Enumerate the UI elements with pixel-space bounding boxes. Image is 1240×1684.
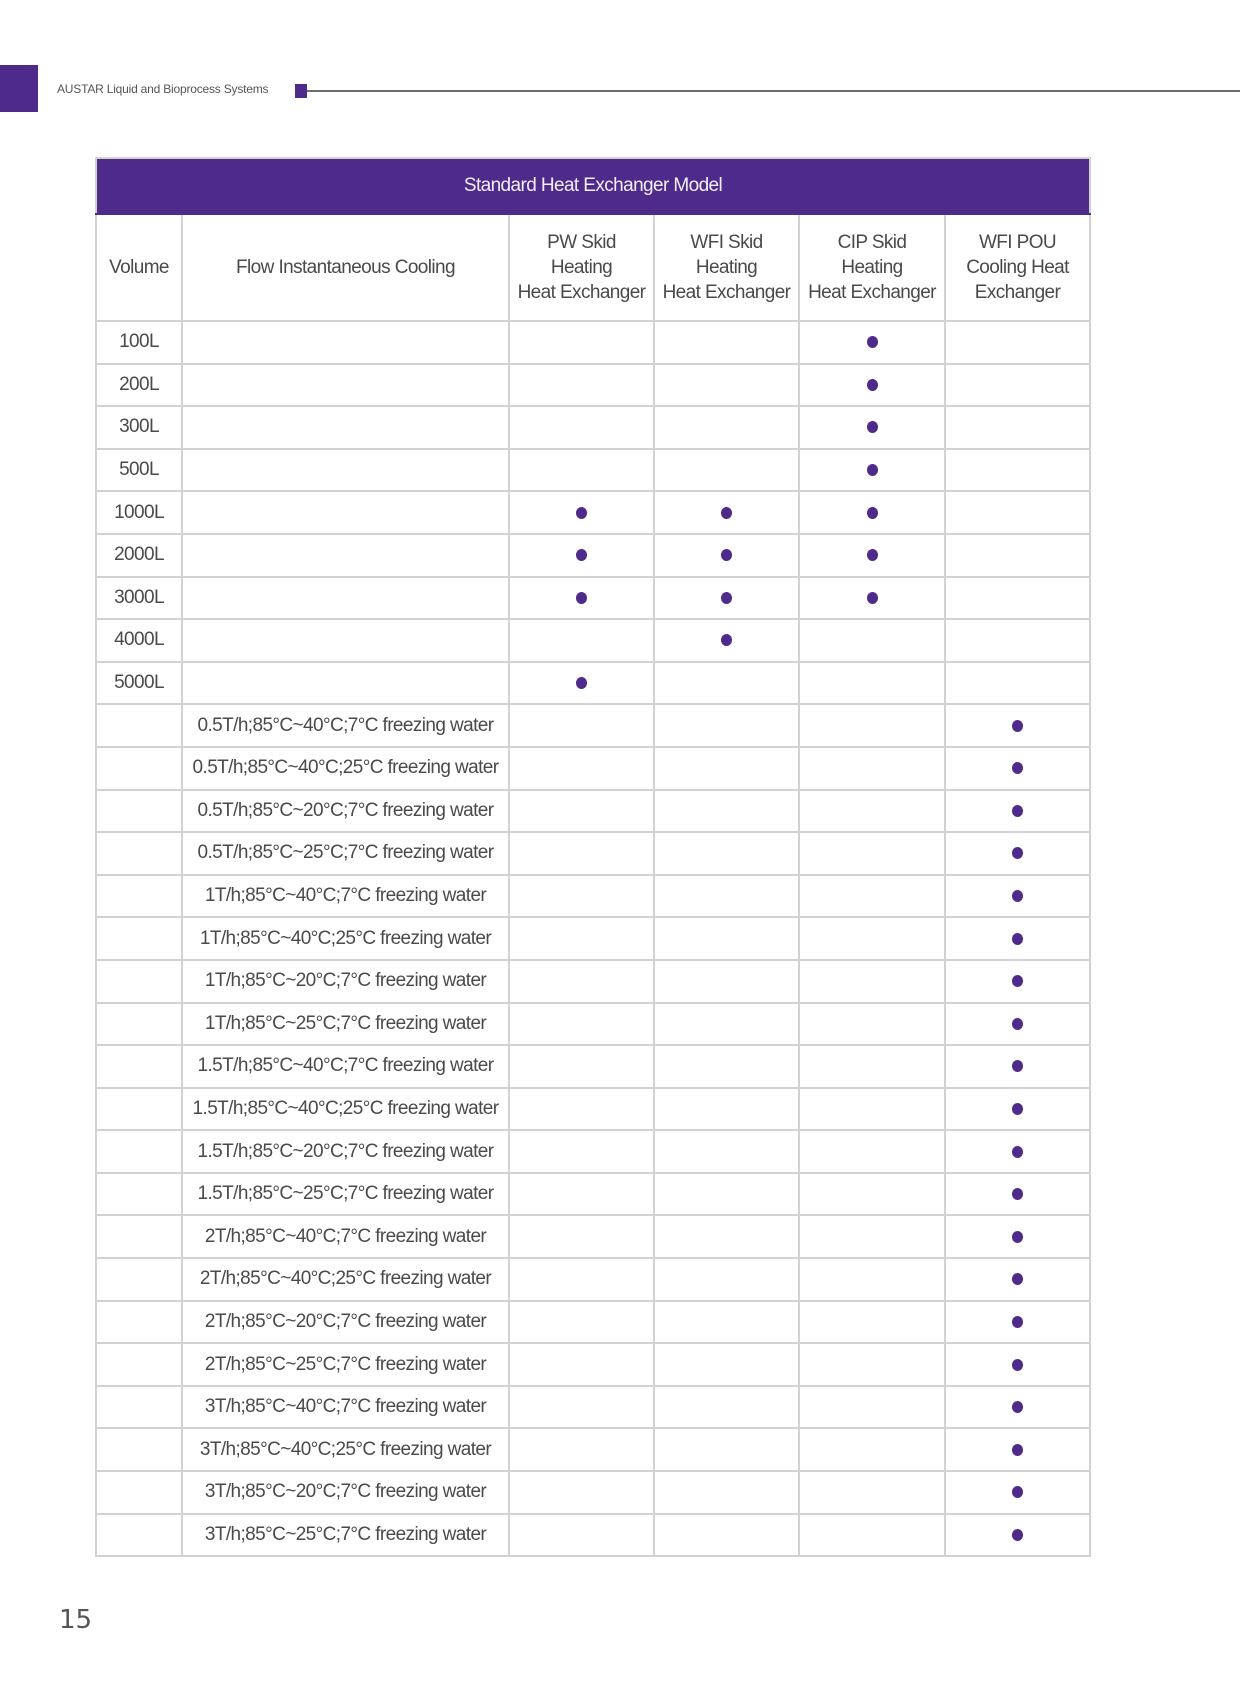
- cip-cell: [799, 1471, 945, 1514]
- cip-cell: [799, 1258, 945, 1301]
- table-row: [96, 960, 1090, 1003]
- wfi-cell: [654, 534, 799, 577]
- pou-cell: [945, 1258, 1090, 1301]
- cip-cell: [799, 577, 945, 620]
- flow-cell: 1T/h;85°C~25°C;7°C freezing water: [182, 1003, 509, 1046]
- availability-dot-icon: [867, 464, 878, 476]
- flow-cell: [182, 321, 509, 364]
- pou-cell: [945, 321, 1090, 364]
- availability-dot-icon: [1012, 975, 1023, 987]
- pw-cell: [509, 1003, 654, 1046]
- availability-dot-icon: [1012, 1273, 1023, 1285]
- volume-cell: [96, 1088, 182, 1131]
- wfi-cell: [654, 364, 799, 407]
- volume-cell: 3000L: [96, 577, 182, 620]
- flow-cell: [182, 534, 509, 577]
- availability-dot-icon: [721, 549, 732, 561]
- pou-cell: [945, 534, 1090, 577]
- page-number: 15: [59, 1605, 93, 1635]
- wfi-cell: [654, 1514, 799, 1557]
- pw-cell: [509, 1428, 654, 1471]
- wfi-cell: [654, 577, 799, 620]
- table-row: [96, 1428, 1090, 1471]
- column-header-wfi-skid: [654, 214, 799, 321]
- pw-cell: [509, 704, 654, 747]
- pw-cell: [509, 917, 654, 960]
- availability-dot-icon: [867, 549, 878, 561]
- availability-dot-icon: [1012, 1231, 1023, 1243]
- pou-cell: [945, 790, 1090, 833]
- wfi-cell: [654, 1301, 799, 1344]
- pw-cell: [509, 534, 654, 577]
- pw-cell: [509, 832, 654, 875]
- pw-cell: [509, 1386, 654, 1429]
- pou-cell: [945, 1173, 1090, 1216]
- wfi-cell: [654, 1130, 799, 1173]
- cip-cell: [799, 1514, 945, 1557]
- flow-cell: 2T/h;85°C~40°C;25°C freezing water: [182, 1258, 509, 1301]
- cip-cell: [799, 1386, 945, 1429]
- pou-cell: [945, 1003, 1090, 1046]
- availability-dot-icon: [721, 592, 732, 604]
- volume-cell: 2000L: [96, 534, 182, 577]
- volume-cell: [96, 1130, 182, 1173]
- table-row: [96, 1471, 1090, 1514]
- pw-cell: [509, 1130, 654, 1173]
- availability-dot-icon: [576, 507, 587, 519]
- table-row: [96, 1003, 1090, 1046]
- cip-cell: [799, 1130, 945, 1173]
- volume-cell: 500L: [96, 449, 182, 492]
- availability-dot-icon: [1012, 762, 1023, 774]
- pw-cell: [509, 1215, 654, 1258]
- cip-cell: [799, 1003, 945, 1046]
- wfi-cell: [654, 1088, 799, 1131]
- flow-cell: 3T/h;85°C~20°C;7°C freezing water: [182, 1471, 509, 1514]
- pw-cell: [509, 321, 654, 364]
- table-row: [96, 704, 1090, 747]
- column-header-line: Volume: [109, 257, 169, 278]
- column-header-line: Heat Exchanger: [662, 282, 791, 303]
- pou-cell: [945, 747, 1090, 790]
- table-row: [96, 832, 1090, 875]
- volume-cell: [96, 1301, 182, 1344]
- pou-cell: [945, 662, 1090, 705]
- wfi-cell: [654, 1386, 799, 1429]
- column-header-line: Heating: [695, 257, 758, 278]
- flow-cell: [182, 491, 509, 534]
- cip-cell: [799, 1215, 945, 1258]
- flow-cell: 1.5T/h;85°C~40°C;25°C freezing water: [182, 1088, 509, 1131]
- flow-cell: 1.5T/h;85°C~25°C;7°C freezing water: [182, 1173, 509, 1216]
- wfi-cell: [654, 491, 799, 534]
- table-row: [96, 321, 1090, 364]
- cip-cell: [799, 1343, 945, 1386]
- flow-cell: 1T/h;85°C~40°C;7°C freezing water: [182, 875, 509, 918]
- cip-cell: [799, 1173, 945, 1216]
- flow-cell: [182, 406, 509, 449]
- wfi-cell: [654, 1215, 799, 1258]
- column-header-line: Flow Instantaneous Cooling: [236, 257, 455, 278]
- volume-cell: [96, 1173, 182, 1216]
- wfi-cell: [654, 1045, 799, 1088]
- cip-cell: [799, 875, 945, 918]
- column-header-line: PW Skid: [547, 232, 616, 253]
- pw-cell: [509, 577, 654, 620]
- pw-cell: [509, 747, 654, 790]
- flow-cell: [182, 364, 509, 407]
- volume-cell: [96, 1471, 182, 1514]
- pou-cell: [945, 577, 1090, 620]
- column-header-volume: [96, 214, 182, 321]
- table-row: [96, 491, 1090, 534]
- pou-cell: [945, 1514, 1090, 1557]
- column-header-line: Exchanger: [974, 282, 1061, 303]
- pou-cell: [945, 1215, 1090, 1258]
- column-header-row: [96, 214, 1090, 321]
- flow-cell: 1.5T/h;85°C~40°C;7°C freezing water: [182, 1045, 509, 1088]
- pou-cell: [945, 1343, 1090, 1386]
- availability-dot-icon: [867, 592, 878, 604]
- table-row: [96, 917, 1090, 960]
- volume-cell: [96, 704, 182, 747]
- availability-dot-icon: [1012, 1103, 1023, 1115]
- pou-cell: [945, 1428, 1090, 1471]
- cip-cell: [799, 917, 945, 960]
- pw-cell: [509, 960, 654, 1003]
- flow-cell: 2T/h;85°C~40°C;7°C freezing water: [182, 1215, 509, 1258]
- cip-cell: [799, 491, 945, 534]
- cip-cell: [799, 1428, 945, 1471]
- cip-cell: [799, 960, 945, 1003]
- pw-cell: [509, 1088, 654, 1131]
- wfi-cell: [654, 662, 799, 705]
- brand-header: AUSTAR Liquid and Bioprocess Systems: [57, 82, 269, 96]
- pou-cell: [945, 364, 1090, 407]
- wfi-cell: [654, 704, 799, 747]
- availability-dot-icon: [1012, 1359, 1023, 1371]
- wfi-cell: [654, 875, 799, 918]
- pw-cell: [509, 364, 654, 407]
- flow-cell: 3T/h;85°C~40°C;7°C freezing water: [182, 1386, 509, 1429]
- volume-cell: [96, 917, 182, 960]
- volume-cell: [96, 1386, 182, 1429]
- pw-cell: [509, 406, 654, 449]
- cip-cell: [799, 790, 945, 833]
- pw-cell: [509, 1258, 654, 1301]
- pw-cell: [509, 449, 654, 492]
- availability-dot-icon: [1012, 933, 1023, 945]
- heat-exchanger-table: [95, 157, 1091, 1557]
- table-row: [96, 1514, 1090, 1557]
- availability-dot-icon: [867, 379, 878, 391]
- side-accent-block: [0, 65, 38, 112]
- table-row: [96, 449, 1090, 492]
- volume-cell: [96, 832, 182, 875]
- availability-dot-icon: [576, 677, 587, 689]
- wfi-cell: [654, 1428, 799, 1471]
- column-header-wfi-pou: [945, 214, 1090, 321]
- table-row: [96, 1045, 1090, 1088]
- flow-cell: 3T/h;85°C~40°C;25°C freezing water: [182, 1428, 509, 1471]
- volume-cell: [96, 1258, 182, 1301]
- availability-dot-icon: [1012, 1146, 1023, 1158]
- flow-cell: 0.5T/h;85°C~20°C;7°C freezing water: [182, 790, 509, 833]
- column-header-line: CIP Skid: [837, 232, 907, 253]
- volume-cell: 5000L: [96, 662, 182, 705]
- column-header-line: Heat Exchanger: [808, 282, 936, 303]
- availability-dot-icon: [1012, 1401, 1023, 1413]
- pw-cell: [509, 1514, 654, 1557]
- table-row: [96, 406, 1090, 449]
- table-row: [96, 619, 1090, 662]
- pw-cell: [509, 1471, 654, 1514]
- column-header-flow-cooling: [182, 214, 509, 321]
- cip-cell: [799, 747, 945, 790]
- wfi-cell: [654, 449, 799, 492]
- table-row: [96, 1258, 1090, 1301]
- pw-cell: [509, 1301, 654, 1344]
- availability-dot-icon: [867, 421, 878, 433]
- header-rule-line: [307, 90, 1240, 92]
- table-row: [96, 1130, 1090, 1173]
- wfi-cell: [654, 1003, 799, 1046]
- availability-dot-icon: [1012, 805, 1023, 817]
- pou-cell: [945, 1045, 1090, 1088]
- column-header-cip-skid: [799, 214, 945, 321]
- volume-cell: [96, 1514, 182, 1557]
- cip-cell: [799, 1301, 945, 1344]
- pou-cell: [945, 1301, 1090, 1344]
- wfi-cell: [654, 1471, 799, 1514]
- availability-dot-icon: [1012, 1486, 1023, 1498]
- volume-cell: 300L: [96, 406, 182, 449]
- wfi-cell: [654, 406, 799, 449]
- pou-cell: [945, 917, 1090, 960]
- availability-dot-icon: [1012, 1444, 1023, 1456]
- table-row: [96, 534, 1090, 577]
- table-row: [96, 747, 1090, 790]
- pou-cell: [945, 832, 1090, 875]
- volume-cell: [96, 1428, 182, 1471]
- column-header-line: WFI POU: [978, 232, 1057, 253]
- wfi-cell: [654, 790, 799, 833]
- flow-cell: [182, 619, 509, 662]
- cip-cell: [799, 619, 945, 662]
- table-row: [96, 1301, 1090, 1344]
- pou-cell: [945, 619, 1090, 662]
- pou-cell: [945, 1471, 1090, 1514]
- wfi-cell: [654, 619, 799, 662]
- wfi-cell: [654, 832, 799, 875]
- flow-cell: 3T/h;85°C~25°C;7°C freezing water: [182, 1514, 509, 1557]
- flow-cell: 1.5T/h;85°C~20°C;7°C freezing water: [182, 1130, 509, 1173]
- wfi-cell: [654, 960, 799, 1003]
- pou-cell: [945, 449, 1090, 492]
- flow-cell: 1T/h;85°C~40°C;25°C freezing water: [182, 917, 509, 960]
- column-header-line: Heating: [841, 257, 903, 278]
- pw-cell: [509, 662, 654, 705]
- flow-cell: [182, 662, 509, 705]
- wfi-cell: [654, 321, 799, 364]
- availability-dot-icon: [867, 336, 878, 348]
- pou-cell: [945, 406, 1090, 449]
- cip-cell: [799, 1045, 945, 1088]
- cip-cell: [799, 534, 945, 577]
- availability-dot-icon: [1012, 1529, 1023, 1541]
- volume-cell: 200L: [96, 364, 182, 407]
- volume-cell: [96, 1045, 182, 1088]
- wfi-cell: [654, 747, 799, 790]
- volume-cell: 1000L: [96, 491, 182, 534]
- volume-cell: [96, 960, 182, 1003]
- pw-cell: [509, 790, 654, 833]
- pw-cell: [509, 619, 654, 662]
- table-row: [96, 364, 1090, 407]
- flow-cell: 2T/h;85°C~25°C;7°C freezing water: [182, 1343, 509, 1386]
- cip-cell: [799, 1088, 945, 1131]
- availability-dot-icon: [1012, 847, 1023, 859]
- pw-cell: [509, 1173, 654, 1216]
- availability-dot-icon: [576, 592, 587, 604]
- pou-cell: [945, 491, 1090, 534]
- cip-cell: [799, 449, 945, 492]
- volume-cell: [96, 747, 182, 790]
- pw-cell: [509, 491, 654, 534]
- availability-dot-icon: [1012, 1060, 1023, 1072]
- column-header-line: Cooling Heat: [966, 257, 1069, 278]
- availability-dot-icon: [576, 549, 587, 561]
- table-row: [96, 790, 1090, 833]
- volume-cell: [96, 790, 182, 833]
- table-row: [96, 1343, 1090, 1386]
- column-header-pw-skid: [509, 214, 654, 321]
- flow-cell: 0.5T/h;85°C~25°C;7°C freezing water: [182, 832, 509, 875]
- availability-dot-icon: [867, 507, 878, 519]
- column-header-line: Heating: [550, 257, 613, 278]
- availability-dot-icon: [1012, 720, 1023, 732]
- table-row: [96, 662, 1090, 705]
- header-rule-marker: [295, 84, 307, 98]
- flow-cell: 0.5T/h;85°C~40°C;25°C freezing water: [182, 747, 509, 790]
- flow-cell: 0.5T/h;85°C~40°C;7°C freezing water: [182, 704, 509, 747]
- availability-dot-icon: [1012, 1188, 1023, 1200]
- cip-cell: [799, 662, 945, 705]
- volume-cell: [96, 875, 182, 918]
- cip-cell: [799, 704, 945, 747]
- volume-cell: [96, 1003, 182, 1046]
- flow-cell: [182, 449, 509, 492]
- pw-cell: [509, 1045, 654, 1088]
- volume-cell: [96, 1215, 182, 1258]
- volume-cell: [96, 1343, 182, 1386]
- cip-cell: [799, 364, 945, 407]
- wfi-cell: [654, 917, 799, 960]
- pou-cell: [945, 960, 1090, 1003]
- column-header-line: Heat Exchanger: [517, 282, 646, 303]
- availability-dot-icon: [1012, 890, 1023, 902]
- column-header-line: WFI Skid: [690, 232, 763, 253]
- table-row: [96, 1215, 1090, 1258]
- cip-cell: [799, 406, 945, 449]
- volume-cell: 4000L: [96, 619, 182, 662]
- table-body: [96, 321, 1090, 1556]
- cip-cell: [799, 832, 945, 875]
- availability-dot-icon: [721, 507, 732, 519]
- table-row: [96, 1088, 1090, 1131]
- pou-cell: [945, 1386, 1090, 1429]
- flow-cell: 1T/h;85°C~20°C;7°C freezing water: [182, 960, 509, 1003]
- table-row: [96, 1173, 1090, 1216]
- table-row: [96, 875, 1090, 918]
- table-row: [96, 1386, 1090, 1429]
- cip-cell: [799, 321, 945, 364]
- pou-cell: [945, 875, 1090, 918]
- wfi-cell: [654, 1343, 799, 1386]
- availability-dot-icon: [1012, 1018, 1023, 1030]
- pw-cell: [509, 875, 654, 918]
- volume-cell: 100L: [96, 321, 182, 364]
- availability-dot-icon: [1012, 1316, 1023, 1328]
- flow-cell: [182, 577, 509, 620]
- availability-dot-icon: [721, 634, 732, 646]
- flow-cell: 2T/h;85°C~20°C;7°C freezing water: [182, 1301, 509, 1344]
- pw-cell: [509, 1343, 654, 1386]
- pou-cell: [945, 1088, 1090, 1131]
- pou-cell: [945, 704, 1090, 747]
- table-row: [96, 577, 1090, 620]
- wfi-cell: [654, 1258, 799, 1301]
- table-title: Standard Heat Exchanger Model: [96, 158, 1090, 214]
- pou-cell: [945, 1130, 1090, 1173]
- wfi-cell: [654, 1173, 799, 1216]
